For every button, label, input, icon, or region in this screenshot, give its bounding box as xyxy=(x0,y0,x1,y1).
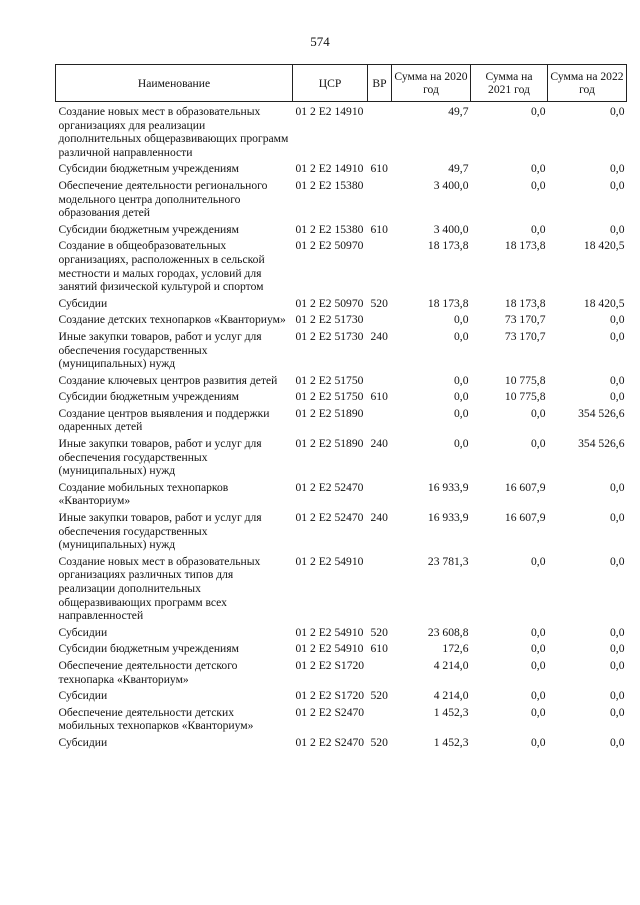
row-2022-cell: 18 420,5 xyxy=(583,239,625,253)
row-vr-cell xyxy=(368,659,392,689)
row-vr-cell: 520 xyxy=(370,735,388,749)
row-csr-cell: 01 2 E2 51750 xyxy=(295,390,364,404)
row-csr-cell: 01 2 E2 51890 xyxy=(295,406,364,420)
row-csr-cell: 01 2 E2 14910 xyxy=(295,162,364,176)
row-name-cell: Создание новых мест в образовательных организациях различных типов для реализации дополнительных общеразвивающих программ всех направленностей xyxy=(58,554,261,623)
row-2021-cell: 16 607,9 xyxy=(504,480,546,494)
row-name-cell: Иные закупки товаров, работ и услуг для обеспечения государственных (муниципальных) нужд xyxy=(58,511,262,552)
row-2020-cell: 23 608,8 xyxy=(427,625,469,639)
row-csr-cell: 01 2 E2 52470 xyxy=(295,511,364,525)
row-csr-cell: 01 2 E2 52470 xyxy=(295,480,364,494)
row-2022-cell: 0,0 xyxy=(610,689,625,703)
row-name-cell: Иные закупки товаров, работ и услуг для обеспечения государственных (муниципальных) нужд xyxy=(58,329,262,371)
row-2022-cell: 354 526,6 xyxy=(578,437,625,451)
row-2021-cell: 0,0 xyxy=(531,735,546,749)
row-2022-cell: 0,0 xyxy=(610,642,625,656)
row-2020-cell: 0,0 xyxy=(454,313,469,327)
row-2022-cell: 0,0 xyxy=(610,373,625,387)
row-2022-cell: 0,0 xyxy=(610,178,625,192)
row-csr-cell: 01 2 E2 S2470 xyxy=(295,705,365,719)
table-row xyxy=(56,437,627,481)
row-name-cell: Создание новых мест в образовательных организациях для реализации дополнительных общеразвивающих программ различной направленности xyxy=(58,105,289,159)
row-csr-cell: 01 2 E2 S2470 xyxy=(295,735,365,749)
row-vr-cell: 240 xyxy=(370,329,388,343)
table-row xyxy=(56,239,627,296)
row-vr-cell: 610 xyxy=(370,390,388,404)
row-2022-cell: 0,0 xyxy=(610,390,625,404)
row-name-cell: Создание центров выявления и поддержки одаренных детей xyxy=(58,406,270,434)
row-2020-cell: 1 452,3 xyxy=(433,735,469,749)
column-header-name: Наименование xyxy=(56,65,293,102)
table-row xyxy=(56,659,627,689)
row-name-cell: Субсидии xyxy=(58,689,108,703)
row-2022-cell: 0,0 xyxy=(610,329,625,343)
row-2021-cell: 0,0 xyxy=(531,689,546,703)
row-csr-cell: 01 2 E2 S1720 xyxy=(295,658,365,672)
row-vr-cell: 610 xyxy=(370,642,388,656)
row-name-cell: Субсидии xyxy=(58,296,108,310)
row-csr-cell: 01 2 E2 54910 xyxy=(295,554,364,568)
row-vr-cell: 520 xyxy=(370,296,388,310)
row-csr-cell: 01 2 E2 51730 xyxy=(295,329,364,343)
table-header-row xyxy=(56,65,627,102)
row-2020-cell: 0,0 xyxy=(454,437,469,451)
table-row xyxy=(56,626,627,643)
table-row xyxy=(56,481,627,511)
row-name-cell: Субсидии xyxy=(58,625,108,639)
row-vr-cell: 520 xyxy=(370,689,388,703)
table-row xyxy=(56,390,627,407)
row-vr-cell: 240 xyxy=(370,437,388,451)
column-header-csr: ЦСР xyxy=(293,65,368,102)
row-2021-cell: 73 170,7 xyxy=(504,313,546,327)
row-2020-cell: 172,6 xyxy=(442,642,469,656)
row-vr-cell: 610 xyxy=(370,162,388,176)
row-vr-cell xyxy=(368,706,392,736)
row-csr-cell: 01 2 E2 50970 xyxy=(295,239,364,253)
table-row xyxy=(56,223,627,240)
budget-table xyxy=(55,64,627,753)
row-2022-cell: 18 420,5 xyxy=(583,296,625,310)
row-name-cell: Субсидии бюджетным учреждениям xyxy=(58,222,239,236)
row-vr-cell xyxy=(368,481,392,511)
row-2021-cell: 0,0 xyxy=(531,705,546,719)
row-csr-cell: 01 2 E2 51890 xyxy=(295,437,364,451)
table-row xyxy=(56,407,627,437)
row-name-cell: Субсидии бюджетным учреждениям xyxy=(58,642,239,656)
row-2020-cell: 0,0 xyxy=(454,390,469,404)
row-2021-cell: 0,0 xyxy=(531,105,546,118)
table-row xyxy=(56,736,627,753)
row-vr-cell: 520 xyxy=(370,625,388,639)
row-2020-cell: 16 933,9 xyxy=(427,511,469,525)
row-vr-cell: 610 xyxy=(370,222,388,236)
row-2020-cell: 18 173,8 xyxy=(427,239,469,253)
row-2022-cell: 0,0 xyxy=(610,625,625,639)
row-2020-cell: 23 781,3 xyxy=(427,554,469,568)
table-body xyxy=(56,102,627,753)
column-header-2020: Сумма на 2020 год xyxy=(392,65,471,102)
row-csr-cell: 01 2 E2 54910 xyxy=(295,625,364,639)
column-header-2022: Сумма на 2022 год xyxy=(548,65,627,102)
row-name-cell: Субсидии xyxy=(58,735,108,749)
row-vr-cell xyxy=(368,239,392,296)
row-2022-cell: 0,0 xyxy=(610,162,625,176)
row-2021-cell: 0,0 xyxy=(531,222,546,236)
row-2020-cell: 16 933,9 xyxy=(427,480,469,494)
row-name-cell: Создание ключевых центров развития детей xyxy=(58,373,278,387)
row-2021-cell: 0,0 xyxy=(531,406,546,420)
row-2021-cell: 10 775,8 xyxy=(504,373,546,387)
row-2020-cell: 3 400,0 xyxy=(433,222,469,236)
table-row xyxy=(56,511,627,555)
row-2022-cell: 0,0 xyxy=(610,105,625,118)
row-csr-cell: 01 2 E2 51730 xyxy=(295,313,364,327)
row-2020-cell: 0,0 xyxy=(454,329,469,343)
row-name-cell: Создание в общеобразовательных организациях, расположенных в сельской местности и малых городах, условий для занятий физической культурой и спортом xyxy=(58,239,265,294)
row-2021-cell: 18 173,8 xyxy=(504,296,546,310)
row-name-cell: Создание мобильных технопарков «Кванториум» xyxy=(58,480,229,508)
row-vr-cell xyxy=(368,407,392,437)
page-number: 574 xyxy=(310,34,330,49)
row-name-cell: Создание детских технопарков «Кванториум» xyxy=(58,313,286,327)
row-name-cell: Субсидии бюджетным учреждениям xyxy=(58,162,239,176)
row-2022-cell: 0,0 xyxy=(610,554,625,568)
row-csr-cell: 01 2 E2 15380 xyxy=(295,178,364,192)
column-header-vr: ВР xyxy=(368,65,392,102)
row-csr-cell: 01 2 E2 14910 xyxy=(295,105,364,118)
row-2022-cell: 0,0 xyxy=(610,658,625,672)
table-row xyxy=(56,642,627,659)
table-row xyxy=(56,102,627,163)
row-name-cell: Обеспечение деятельности регионального модельного центра дополнительного образования детей xyxy=(58,178,268,220)
row-2021-cell: 73 170,7 xyxy=(504,329,546,343)
row-2020-cell: 49,7 xyxy=(448,162,469,176)
row-2021-cell: 0,0 xyxy=(531,658,546,672)
row-2020-cell: 4 214,0 xyxy=(433,689,469,703)
row-2020-cell: 49,7 xyxy=(448,105,469,118)
row-2021-cell: 0,0 xyxy=(531,437,546,451)
table-row xyxy=(56,297,627,314)
row-csr-cell: 01 2 E2 15380 xyxy=(295,222,364,236)
table-row xyxy=(56,555,627,626)
row-csr-cell: 01 2 E2 54910 xyxy=(295,642,364,656)
row-2020-cell: 4 214,0 xyxy=(433,658,469,672)
row-2020-cell: 0,0 xyxy=(454,406,469,420)
row-csr-cell: 01 2 E2 S1720 xyxy=(295,689,365,703)
row-2021-cell: 0,0 xyxy=(531,554,546,568)
row-2022-cell: 0,0 xyxy=(610,222,625,236)
row-name-cell: Обеспечение деятельности детского технопарка «Кванториум» xyxy=(58,658,238,686)
row-name-cell: Субсидии бюджетным учреждениям xyxy=(58,390,239,404)
row-vr-cell xyxy=(368,374,392,391)
row-2022-cell: 0,0 xyxy=(610,705,625,719)
row-2021-cell: 0,0 xyxy=(531,178,546,192)
row-vr-cell xyxy=(368,102,392,163)
row-name-cell: Иные закупки товаров, работ и услуг для обеспечения государственных (муниципальных) нужд xyxy=(58,437,262,478)
row-2022-cell: 0,0 xyxy=(610,480,625,494)
table-row xyxy=(56,162,627,179)
row-csr-cell: 01 2 E2 50970 xyxy=(295,296,364,310)
row-csr-cell: 01 2 E2 51750 xyxy=(295,373,364,387)
row-2020-cell: 1 452,3 xyxy=(433,705,469,719)
table-row xyxy=(56,374,627,391)
row-name-cell: Обеспечение деятельности детских мобильных технопарков «Кванториум» xyxy=(58,705,254,733)
table-row xyxy=(56,706,627,736)
table-row xyxy=(56,330,627,374)
row-2020-cell: 18 173,8 xyxy=(427,296,469,310)
row-2021-cell: 18 173,8 xyxy=(504,239,546,253)
row-2021-cell: 16 607,9 xyxy=(504,511,546,525)
row-2021-cell: 0,0 xyxy=(531,162,546,176)
table-row xyxy=(56,313,627,330)
row-2020-cell: 0,0 xyxy=(454,373,469,387)
row-2022-cell: 0,0 xyxy=(610,735,625,749)
row-2021-cell: 0,0 xyxy=(531,625,546,639)
row-vr-cell xyxy=(368,179,392,223)
row-vr-cell xyxy=(368,555,392,626)
column-header-2021: Сумма на 2021 год xyxy=(471,65,548,102)
table-row xyxy=(56,689,627,706)
row-2021-cell: 10 775,8 xyxy=(504,390,546,404)
row-2021-cell: 0,0 xyxy=(531,642,546,656)
row-2022-cell: 0,0 xyxy=(610,511,625,525)
row-vr-cell xyxy=(368,313,392,330)
row-2020-cell: 3 400,0 xyxy=(433,178,469,192)
row-vr-cell: 240 xyxy=(370,511,388,525)
row-2022-cell: 0,0 xyxy=(610,313,625,327)
table-row xyxy=(56,179,627,223)
row-2022-cell: 354 526,6 xyxy=(578,406,625,420)
